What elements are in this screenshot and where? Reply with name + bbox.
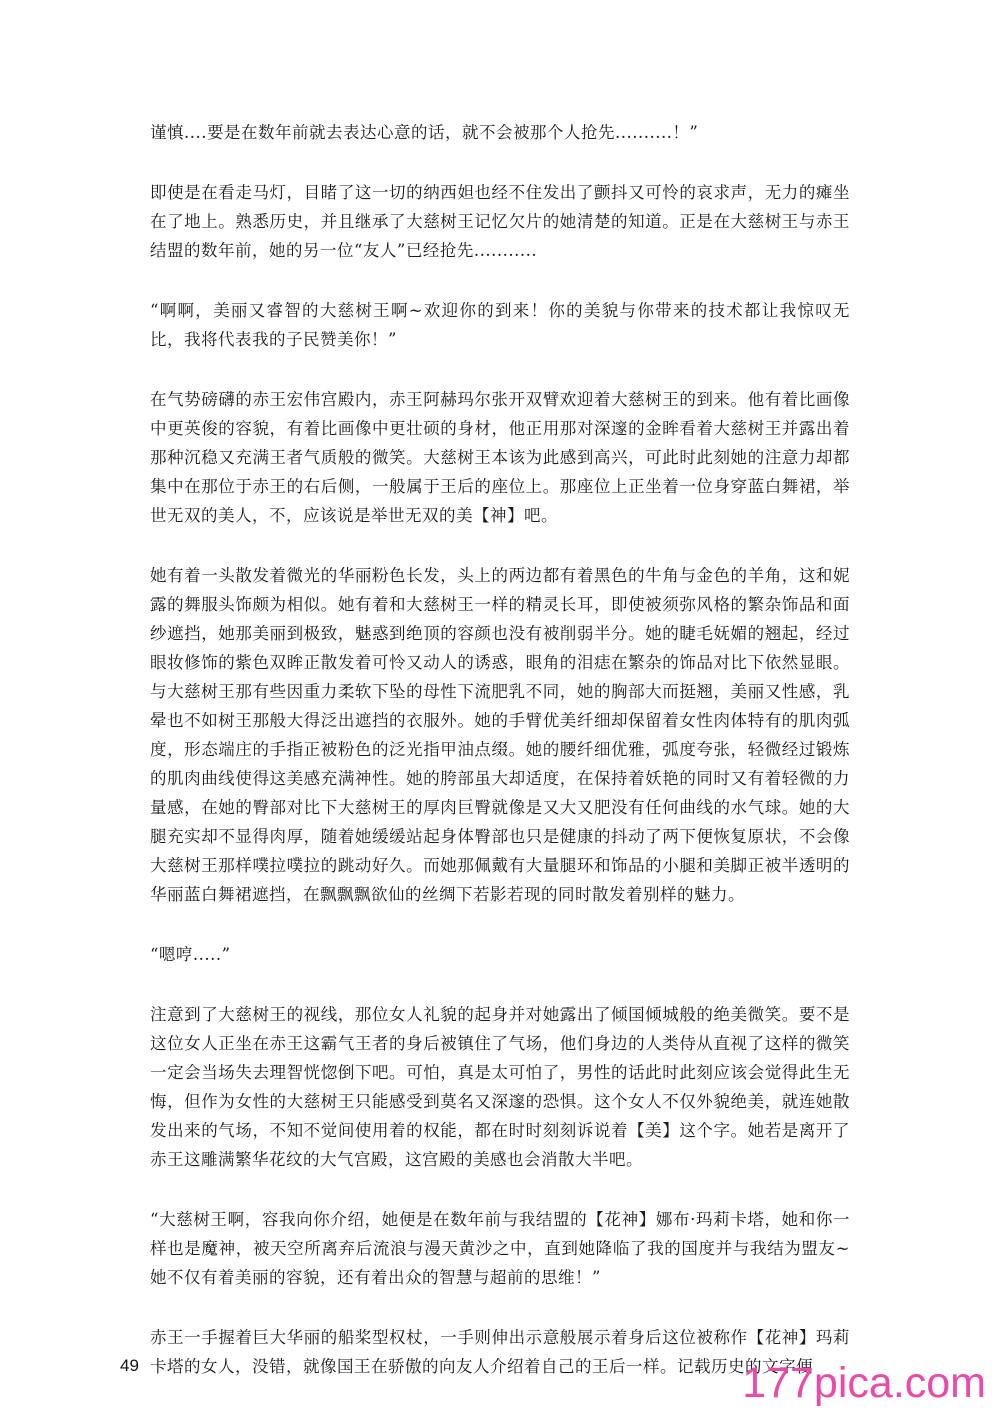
page-body — [150, 118, 850, 1412]
paragraph-9: 赤王一手握着巨大华丽的船桨型权杖，一手则伸出示意般展示着身后这位被称作【花神】玛莉卡塔的女人，没错，就像国王在骄傲的向友人介绍着自己的王后一样。记载历史的文字便 — [150, 1328, 850, 1376]
paragraph-4: 在气势磅礴的赤王宏伟宫殿内，赤王阿赫玛尔张开双臂欢迎着大慈树王的到来。他有着比画像中更英俊的容貌，有着比画像中更壮硕的身材，他正用那对深邃的金眸看着大慈树王并露出着那种沉稳又充满王者气质般的微笑。大慈树王本该为此感到高兴，可此时此刻她的注意力却都集中在那位于赤王的右后侧，一般属于王后的座位上。那座位上正坐着一位身穿蓝白舞裙，举世无双的美人，不，应该说是举世无双的美【神】吧。 — [150, 390, 850, 525]
paragraph-5: 她有着一头散发着微光的华丽粉色长发，头上的两边都有着黑色的牛角与金色的羊角，这和妮露的舞服头饰颇为相似。她有着和大慈树王一样的精灵长耳，即使被须弥风格的繁杂饰品和面纱遮挡，她那美丽到极致，魅惑到绝顶的容颜也没有被削弱半分。她的睫毛妩媚的翘起，经过眼妆修饰的紫色双眸正散发着可怜又动人的诱惑，眼角的泪痣在繁杂的饰品对比下依然显眼。与大慈树王那有些因重力柔软下坠的母性下流肥乳不同，她的胸部大而挺翘，美丽又性感，乳晕也不如树王那般大得泛出遮挡的衣服外。她的手臂优美纤细却保留着女性肉体特有的肌肉弧度，形态端庄的手指正被粉色的泛光指甲油点缀。她的腰纤细优雅，弧度夸张，轻微经过锻炼的肌肉曲线使得这美感充满神性。她的胯部虽大却适度，在保持着妖艳的同时又有着轻微的力量感，在她的臀部对比下大慈树王的厚肉巨臀就像是又大又肥没有任何曲线的水气球。她的大腿充实却不显得肉厚，随着她缓缓站起身体臀部也只是健康的抖动了两下便恢复原状，不会像大慈树王那样噗拉噗拉的跳动好久。而她那佩戴有大量腿环和饰品的小腿和美脚正被半透明的华丽蓝白舞裙遮挡，在飘飘飘欲仙的丝绸下若影若现的同时散发着别样的魅力。 — [150, 566, 850, 904]
paragraph-7: 注意到了大慈树王的视线，那位女人礼貌的起身并对她露出了倾国倾城般的绝美微笑。要不是这位女人正坐在赤王这霸气王者的身后被镇住了气场，他们身边的人类侍从直视了这样的微笑一定会当场失去理智恍惚倒下吧。可怕，真是太可怕了，男性的话此时此刻应该会觉得此生无悔，但作为女性的大慈树王只能感受到莫名又深邃的恐惧。这个女人不仅外貌绝美，就连她散发出来的气场，不知不觉间使用着的权能，都在时时刻刻诉说着【美】这个字。她若是离开了赤王这雕满繁华花纹的大气宫殿，这宫殿的美感也会消散大半吧。 — [150, 1005, 850, 1169]
paragraph-6: “嗯哼.....” — [150, 945, 231, 964]
paragraph-1: 谨慎....要是在数年前就去表达心意的话，就不会被那个人抢先..........！” — [150, 123, 699, 142]
paragraph-8: “大慈树王啊，容我向你介绍，她便是在数年前与我结盟的【花神】娜布·玛莉卡塔，她和你一样也是魔神，被天空所离弃后流浪与漫天黄沙之中，直到她降临了我的国度并与我结为盟友~她不仅有着美丽的容貌，还有着出众的智慧与超前的思维！” — [150, 1210, 850, 1287]
paragraph-3: “啊啊，美丽又睿智的大慈树王啊~欢迎你的到来！你的美貌与你带来的技术都让我惊叹无比，我将代表我的子民赞美你！” — [150, 301, 850, 349]
paragraph-2: 即使是在看走马灯，目睹了这一切的纳西妲也经不住发出了颤抖又可怜的哀求声，无力的瘫坐在了地上。熟悉历史，并且继承了大慈树王记忆欠片的她清楚的知道。正是在大慈树王与赤王结盟的数年前，她的另一位“友人”已经抢先........... — [150, 183, 850, 260]
page-number: 49 — [120, 1356, 139, 1375]
watermark-link[interactable]: 177pica.com — [742, 1359, 986, 1407]
